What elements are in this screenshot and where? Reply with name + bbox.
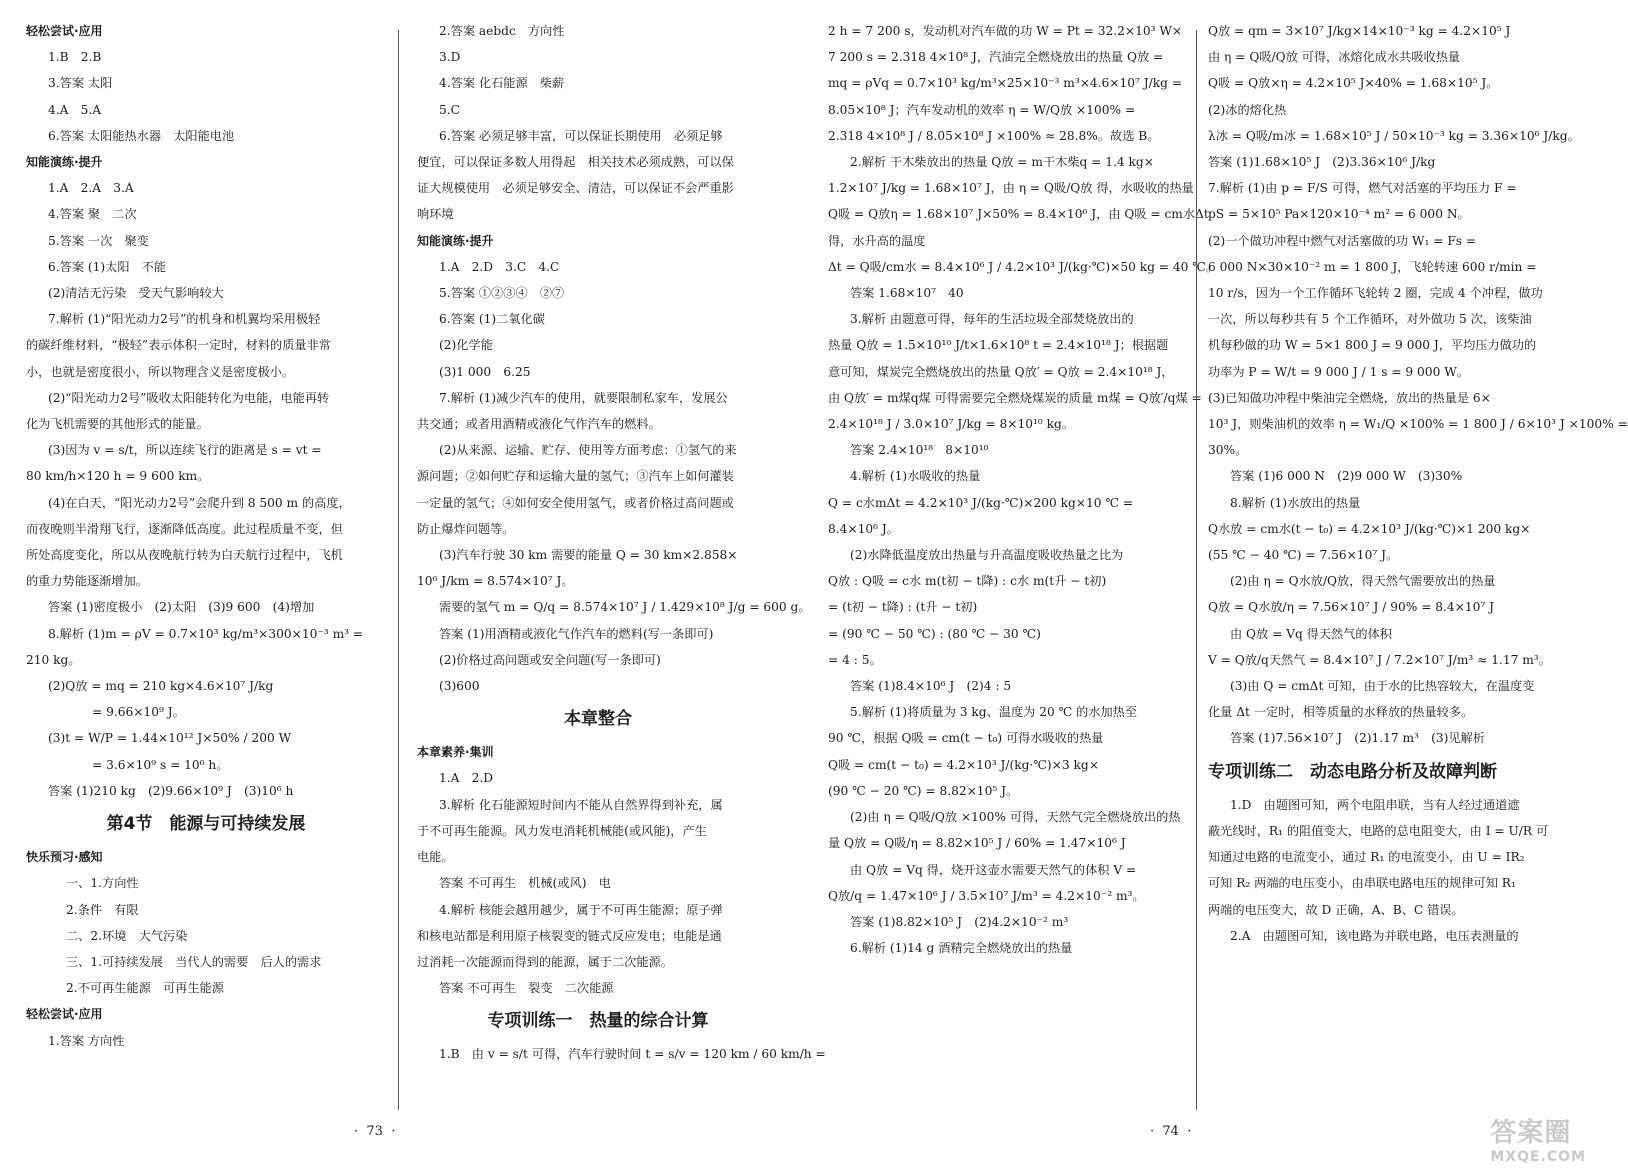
text-line: = 4 : 5。	[828, 652, 882, 667]
text-line: 6.解析 (1)14 g 酒精完全燃烧放出的热量	[850, 941, 1073, 956]
text-line: 答案 2.4×10¹⁸ 8×10¹⁰	[850, 443, 989, 458]
text-line: 10⁶ J/km = 8.574×10⁷ J。	[417, 574, 574, 589]
text-line: 一、1.方向性	[66, 876, 139, 891]
text-line: 答案 (1)密度极小 (2)太阳 (3)9 600 (4)增加	[48, 600, 315, 615]
text-line: (2)价格过高问题或安全问题(写一条即可)	[439, 652, 661, 667]
column-divider-left	[398, 30, 399, 1110]
text-line: Q = c水mΔt = 4.2×10³ J/(kg·℃)×200 kg×10 ℃ =	[828, 495, 1134, 510]
text-line: 6.答案 (1)太阳 不能	[48, 259, 167, 274]
text-line: 8.解析 (1)m = ρV = 0.7×10³ kg/m³×300×10⁻³ m³ =	[48, 626, 364, 641]
text-line: 知通过电路的电流变小，通过 R₁ 的电流变小，由 U = IR₂	[1208, 850, 1525, 865]
text-line: 210 kg。	[26, 652, 81, 667]
text-line: 电能。	[417, 850, 454, 865]
text-line: 答案 (1)1.68×10⁵ J (2)3.36×10⁶ J/kg	[1208, 155, 1436, 170]
text-line: 6.答案 (1)二氧化碳	[439, 312, 545, 327]
text-line: 2.318 4×10⁸ J / 8.05×10⁸ J ×100% ≈ 28.8%。故选 B。	[828, 128, 1160, 143]
text-line: 90 ℃，根据 Q吸 = cm(t − t₀) 可得水吸收的热量	[828, 731, 1104, 746]
column-divider-right	[1196, 30, 1197, 1110]
text-line: 10 r/s，因为一个工作循环飞轮转 2 圈，完成 4 个冲程，做功	[1208, 286, 1543, 301]
text-line: = 3.6×10⁹ s = 10⁶ h。	[92, 757, 229, 772]
text-line: 量 Q放 = Q吸/η = 8.82×10⁵ J / 60% = 1.47×10⁶ J	[828, 836, 1126, 851]
text-line: (2)Q放 = mq = 210 kg×4.6×10⁷ J/kg	[48, 679, 274, 694]
section-heading: 轻松尝试·应用	[26, 24, 103, 38]
text-line: Q放 : Q吸 = c水 m(t初 − t降) : c水 m(t升 − t初)	[828, 574, 1107, 589]
text-line: 答案 (1)用酒精或液化气作汽车的燃料(写一条即可)	[439, 626, 714, 641]
section-heading: 本章素养·集训	[417, 745, 494, 760]
column-2	[417, 18, 826, 1068]
text-line: 80 km/h×120 h = 9 600 km。	[26, 469, 210, 484]
text-line: 一定量的氢气；④如何安全使用氢气，或者价格过高问题或	[417, 495, 734, 510]
text-line: Q吸 = Q放×η = 4.2×10⁵ J×40% = 1.68×10⁵ J。	[1208, 76, 1499, 91]
text-line: 5.答案 ①②③④ ②⑦	[439, 286, 565, 301]
text-line: 2.4×10¹⁸ J / 3.0×10⁷ J/kg = 8×10¹⁰ kg。	[828, 417, 1074, 432]
text-line: 共交通；或者用酒精或液化气作汽车的燃料。	[417, 417, 661, 432]
text-line: 6.答案 必须足够丰富，可以保证长期使用 必须足够	[439, 128, 723, 143]
text-line: 6 000 N×30×10⁻² m = 1 800 J，飞轮转速 600 r/min =	[1208, 259, 1537, 274]
text-line: 蔽光线时，R₁ 的阻值变大，电路的总电阻变大，由 I = U/R 可	[1208, 823, 1549, 838]
text-line: 10³ J，则柴油机的效率 η = W₁/Q ×100% = 1 800 J / 6×10³ J ×100% =	[1208, 417, 1628, 432]
watermark-logo: 答案圈 MXQE.COM	[1490, 1118, 1586, 1165]
text-line: 答案 (1)210 kg (2)9.66×10⁹ J (3)10⁶ h	[48, 783, 294, 798]
text-line: (3)600	[439, 679, 480, 694]
text-line: (3)因为 v = s/t，所以连续飞行的距离是 s = vt =	[48, 443, 322, 458]
section-heading: 知能演练·提升	[26, 155, 103, 170]
text-line: (2)由 η = Q吸/Q放 ×100% 可得，天然气完全燃烧放出的热	[850, 810, 1181, 825]
text-line: (2)清洁无污染 受天气影响较大	[48, 286, 224, 301]
text-line: 3.解析 由题意可得，每年的生活垃圾全部焚烧放出的	[850, 312, 1134, 327]
text-line: (3)已知做功冲程中柴油完全燃烧，放出的热量是 6×	[1208, 390, 1491, 405]
text-line: 可知 R₂ 两端的电压变小，由串联电路电压的规律可知 R₁	[1208, 876, 1516, 891]
text-line: 源问题；②如何贮存和运输大量的氢气；③汽车上如何灌装	[417, 469, 734, 484]
section-heading: 专项训练二 动态电路分析及故障判断	[1208, 761, 1497, 782]
section-heading: 轻松尝试·应用	[26, 1007, 103, 1022]
text-line: (2)冰的熔化热	[1208, 102, 1287, 117]
text-line: 5.答案 一次 聚变	[48, 233, 149, 248]
text-line: (2)“阳光动力2号”吸收太阳能转化为电能，电能再转	[48, 390, 330, 405]
text-line: 需要的氢气 m = Q/q = 8.574×10⁷ J / 1.429×10⁸ J/g = 600 g。	[439, 600, 811, 615]
text-line: 3.答案 太阳	[48, 76, 113, 91]
text-line: 1.D 由题图可知，两个电阻串联，当有人经过通道遮	[1230, 797, 1520, 812]
text-line: (3)由 Q = cmΔt 可知，由于水的比热容较大，在温度变	[1230, 679, 1535, 694]
text-line: 5.解析 (1)将质量为 3 kg、温度为 20 ℃ 的水加热至	[850, 705, 1138, 720]
text-line: = (90 ℃ − 50 ℃) : (80 ℃ − 30 ℃)	[828, 626, 1041, 641]
text-line: (55 ℃ − 40 ℃) = 7.56×10⁷ J。	[1208, 548, 1399, 563]
text-line: Q水放 = cm水(t − t₀) = 4.2×10³ J/(kg·℃)×1 200 kg×	[1208, 521, 1531, 536]
text-line: 7 200 s = 2.318 4×10⁸ J，汽油完全燃烧放出的热量 Q放 =	[828, 50, 1164, 65]
text-line: 答案 不可再生 裂变 二次能源	[439, 981, 614, 996]
text-line: 两端的电压变大，故 D 正确，A、B、C 错误。	[1208, 902, 1464, 917]
column-4	[1208, 18, 1628, 949]
text-line: 6.答案 太阳能热水器 太阳能电池	[48, 128, 235, 143]
text-line: = 9.66×10⁹ J。	[92, 705, 185, 720]
text-line: 二、2.环境 大气污染	[66, 928, 188, 943]
text-line: pS = 5×10⁵ Pa×120×10⁻⁴ m² = 6 000 N。	[1208, 207, 1470, 222]
text-line: 3.解析 化石能源短时间内不能从自然界得到补充，属	[439, 797, 723, 812]
column-1	[26, 18, 386, 1054]
text-line: 热量 Q放 = 1.5×10¹⁰ J/t×1.6×10⁸ t = 2.4×10¹⁸ J；根据题	[828, 338, 1169, 353]
text-line: 答案 1.68×10⁷ 40	[850, 286, 964, 301]
text-line: 得，水升高的温度	[828, 233, 926, 248]
text-line: 3.D	[439, 50, 461, 65]
page-number-left: · 73 ·	[354, 1124, 396, 1139]
text-line: 于不可再生能源。风力发电消耗机械能(或风能)，产生	[417, 823, 707, 838]
text-line: λ冰 = Q吸/m冰 = 1.68×10⁵ J / 50×10⁻³ kg = 3.36×10⁶ J/kg。	[1208, 128, 1580, 143]
text-line: 由 Q放 = Vq 得天然气的体积	[1230, 626, 1392, 641]
text-line: 2.A 由题图可知，该电路为并联电路，电压表测量的	[1230, 928, 1519, 943]
text-line: 1.A 2.D	[439, 771, 494, 786]
text-line: mq = ρVq = 0.7×10³ kg/m³×25×10⁻³ m³×4.6×10⁷ J/kg =	[828, 76, 1183, 91]
text-line: 功率为 P = W/t = 9 000 J / 1 s = 9 000 W。	[1208, 364, 1469, 379]
text-line: 8.解析 (1)水放出的热量	[1230, 495, 1361, 510]
text-line: (2)一个做功冲程中燃气对活塞做的功 W₁ = Fs =	[1208, 233, 1477, 248]
text-line: 由 η = Q吸/Q放 可得，冰熔化成水共吸收热量	[1208, 50, 1461, 65]
text-line: (2)由 η = Q水放/Q放，得天然气需要放出的热量	[1230, 574, 1496, 589]
text-line: 1.B 由 v = s/t 可得，汽车行驶时间 t = s/v = 120 km / 60 km/h =	[439, 1047, 826, 1062]
text-line: 7.解析 (1)减少汽车的使用，就要限制私家车，发展公	[439, 390, 728, 405]
text-line: 一次，所以每秒共有 5 个工作循环，对外做功 5 次，该柴油	[1208, 312, 1532, 327]
text-line: 的重力势能逐渐增加。	[26, 574, 148, 589]
text-line: 1.答案 方向性	[48, 1033, 125, 1048]
text-line: (3)1 000 6.25	[439, 364, 531, 379]
text-line: (2)从来源、运输、贮存、使用等方面考虑：①氢气的来	[439, 443, 737, 458]
section-heading: 本章整合	[564, 709, 632, 730]
text-line: Q放 = Q水放/η = 7.56×10⁷ J / 90% = 8.4×10⁷ J	[1208, 600, 1495, 615]
text-line: 4.解析 核能会越用越少，属于不可再生能源；原子弹	[439, 902, 723, 917]
text-line: (3)t = W/P = 1.44×10¹² J×50% / 200 W	[48, 731, 292, 746]
text-line: 4.答案 化石能源 柴薪	[439, 76, 565, 91]
text-line: 1.A 2.D 3.C 4.C	[439, 259, 560, 274]
text-line: 过消耗一次能源而得到的能源，属于二次能源。	[417, 954, 673, 969]
text-line: 便宜，可以保证多数人用得起 相关技术必须成熟，可以保	[417, 155, 734, 170]
text-line: 证大规模使用 必须足够安全、清洁，可以保证不会严重影	[417, 181, 734, 196]
section-heading: 专项训练一 热量的综合计算	[487, 1011, 709, 1032]
text-line: 4.答案 聚 二次	[48, 207, 137, 222]
text-line: 1.B 2.B	[48, 50, 102, 65]
text-line: 机每秒做的功 W = 5×1 800 J = 9 000 J，平均压力做功的	[1208, 338, 1537, 353]
text-line: 答案 (1)6 000 N (2)9 000 W (3)30%	[1230, 469, 1463, 484]
text-line: = (t初 − t降) : (t升 − t初)	[828, 600, 978, 615]
text-line: 2.条件 有限	[66, 902, 139, 917]
text-line: 5.C	[439, 102, 460, 117]
text-line: 2 h = 7 200 s，发动机对汽车做的功 W = Pt = 32.2×10³ W×	[828, 24, 1183, 38]
text-line: (4)在白天，“阳光动力2号”会爬升到 8 500 m 的高度，	[48, 495, 351, 510]
text-line: 4.解析 (1)水吸收的热量	[850, 469, 981, 484]
text-line: 三、1.可持续发展 当代人的需要 后人的需求	[66, 954, 322, 969]
text-line: 8.4×10⁶ J。	[828, 521, 899, 536]
text-line: 响环境	[417, 207, 454, 222]
text-line: Q吸 = Q放η = 1.68×10⁷ J×50% = 8.4×10⁶ J，由 Q吸 = cm水Δt	[828, 207, 1209, 222]
text-line: 由 Q放 = Vq 得，烧开这壶水需要天然气的体积 V =	[850, 862, 1137, 877]
text-line: 7.解析 (1)“阳光动力2号”的机身和机翼均采用极轻	[48, 312, 321, 327]
text-line: (90 ℃ − 20 ℃) = 8.82×10⁵ J。	[828, 783, 1019, 798]
text-line: 防止爆炸问题等。	[417, 521, 515, 536]
text-line: 7.解析 (1)由 p = F/S 可得，燃气对活塞的平均压力 F =	[1208, 181, 1517, 196]
text-line: 2.不可再生能源 可再生能源	[66, 981, 224, 996]
text-line: 30%。	[1208, 443, 1248, 458]
text-line: (3)汽车行驶 30 km 需要的能量 Q = 30 km×2.858×	[439, 548, 738, 563]
column-3	[828, 18, 1219, 961]
text-line: Q放/q = 1.47×10⁶ J / 3.5×10⁷ J/m³ = 4.2×10⁻² m³。	[828, 888, 1145, 903]
text-line: 答案 (1)8.82×10⁵ J (2)4.2×10⁻² m³	[850, 914, 1069, 929]
text-line: 由 Q放′ = m煤q煤 可得需要完全燃烧煤炭的质量 m煤 = Q放′/q煤 =	[828, 390, 1202, 405]
section-heading: 快乐预习·感知	[26, 850, 103, 865]
text-line: 小，也就是密度很小，所以物理含义是密度极小。	[26, 364, 295, 379]
text-line: 1.2×10⁷ J/kg = 1.68×10⁷ J，由 η = Q吸/Q放 得，水吸收的热量	[828, 181, 1194, 196]
text-line: (2)水降低温度放出热量与升高温度吸收热量之比为	[850, 548, 1124, 563]
text-line: 化量 Δt 一定时，相等质量的水释放的热量较多。	[1208, 705, 1474, 720]
text-line: 化为飞机需要的其他形式的能量。	[26, 417, 209, 432]
text-line: 1.A 2.A 3.A	[48, 181, 134, 196]
text-line: V = Q放/q天然气 = 8.4×10⁷ J / 7.2×10⁷ J/m³ ≈ 1.17 m³。	[1208, 652, 1551, 667]
text-line: Δt = Q吸/cm水 = 8.4×10⁶ J / 4.2×10³ J/(kg·℃)×50 kg = 40 ℃。	[828, 259, 1219, 274]
text-line: 的碳纤维材料，“极轻”表示体积一定时，材料的质量非常	[26, 338, 331, 353]
text-line: 答案 (1)7.56×10⁷ J (2)1.17 m³ (3)见解析	[1230, 731, 1485, 746]
text-line: 答案 (1)8.4×10⁶ J (2)4 : 5	[850, 679, 1012, 694]
text-line: 2.答案 aebdc 方向性	[439, 24, 565, 38]
text-line: 答案 不可再生 机械(或风) 电	[439, 876, 611, 891]
text-line: 所处高度变化，所以从夜晚航行转为白天航行过程中，飞机	[26, 548, 343, 563]
section-heading: 第4节 能源与可持续发展	[106, 814, 306, 835]
text-line: 和核电站都是利用原子核裂变的链式反应发电；电能是通	[417, 928, 722, 943]
section-heading: 知能演练·提升	[417, 233, 494, 248]
text-line: 8.05×10⁸ J；汽车发动机的效率 η = W/Q放 ×100% =	[828, 102, 1136, 117]
text-line: (2)化学能	[439, 338, 493, 353]
text-line: 而夜晚则半滑翔飞行，逐渐降低高度。此过程质量不变，但	[26, 521, 343, 536]
page-number-right: · 74 ·	[1150, 1124, 1192, 1139]
text-line: Q放 = qm = 3×10⁷ J/kg×14×10⁻³ kg = 4.2×10⁵ J	[1208, 24, 1511, 38]
text-line: 2.解析 干木柴放出的热量 Q放 = m干木柴q = 1.4 kg×	[850, 155, 1154, 170]
text-line: Q吸 = cm(t − t₀) = 4.2×10³ J/(kg·℃)×3 kg×	[828, 757, 1099, 772]
text-line: 意可知，煤炭完全燃烧放出的热量 Q放′ = Q放 = 2.4×10¹⁸ J，	[828, 364, 1174, 379]
text-line: 4.A 5.A	[48, 102, 102, 117]
